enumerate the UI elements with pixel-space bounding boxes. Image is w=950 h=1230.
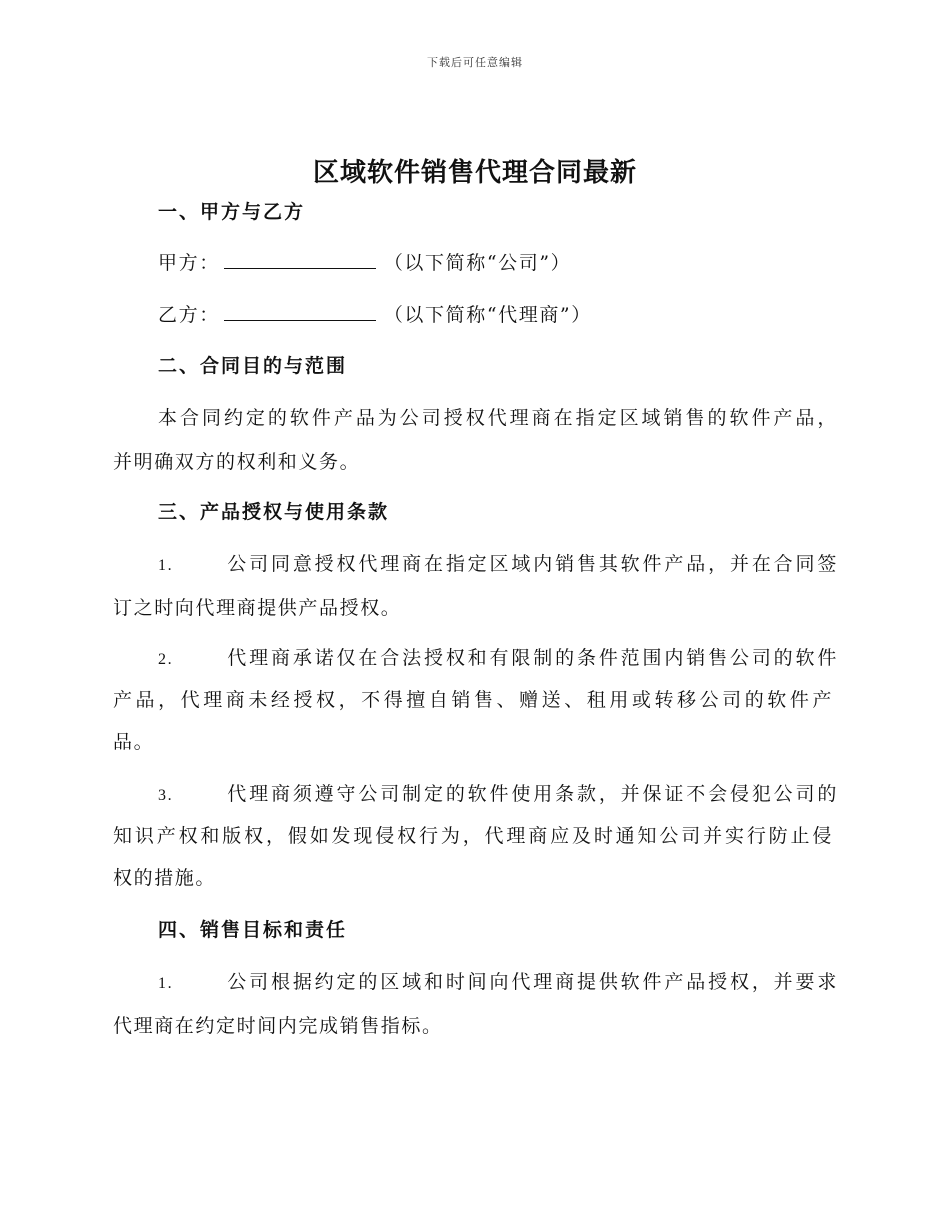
section-heading-license: 三、产品授权与使用条款 (158, 501, 390, 523)
party-b-label: 乙方： (158, 304, 220, 326)
party-a-suffix: （以下简称“公司”） (383, 252, 572, 274)
page-header-note: 下载后可任意编辑 (427, 56, 523, 69)
party-b-line (158, 302, 838, 327)
party-a-label: 甲方： (158, 252, 220, 274)
section-heading-sales-targets: 四、销售目标和责任 (158, 919, 348, 941)
party-b-blank (224, 302, 376, 321)
party-b-suffix: （以下简称“代理商”） (383, 304, 592, 326)
sales-item-1-line1: 1. 公司根据约定的区域和时间向代理商提供软件产品授权，并要求 (158, 970, 838, 996)
party-a-line (158, 250, 838, 275)
license-item-3-line3: 权的措施。 (113, 867, 217, 889)
section-heading-parties: 一、甲方与乙方 (158, 201, 306, 223)
sales-item-1-line2: 代理商在约定时间内完成销售指标。 (113, 1015, 443, 1037)
purpose-paragraph-line1: 本合同约定的软件产品为公司授权代理商在指定区域销售的软件产品， (158, 407, 838, 429)
license-item-3-line1: 3. 代理商须遵守公司制定的软件使用条款，并保证不会侵犯公司的 (158, 782, 838, 808)
list-number: 3. (158, 787, 174, 804)
purpose-paragraph-line2: 并明确双方的权利和义务。 (113, 451, 361, 473)
list-number: 1. (158, 975, 174, 992)
list-number: 1. (158, 557, 174, 574)
license-item-2-line1: 2. 代理商承诺仅在合法授权和有限制的条件范围内销售公司的软件 (158, 646, 838, 672)
list-number: 2. (158, 651, 174, 668)
license-item-2-line2: 产品，代理商未经授权，不得擅自销售、赠送、租用或转移公司的软件产 (113, 689, 833, 711)
document-title: 区域软件销售代理合同最新 (312, 158, 637, 188)
license-item-2-line3: 品。 (113, 731, 155, 753)
license-item-1-line1: 1. 公司同意授权代理商在指定区域内销售其软件产品，并在合同签 (158, 552, 838, 578)
section-heading-purpose: 二、合同目的与范围 (158, 355, 348, 377)
party-a-blank (224, 250, 376, 269)
license-item-3-line2: 知识产权和版权，假如发现侵权行为，代理商应及时通知公司并实行防止侵 (113, 825, 833, 847)
license-item-1-line2: 订之时向代理商提供产品授权。 (113, 597, 402, 619)
